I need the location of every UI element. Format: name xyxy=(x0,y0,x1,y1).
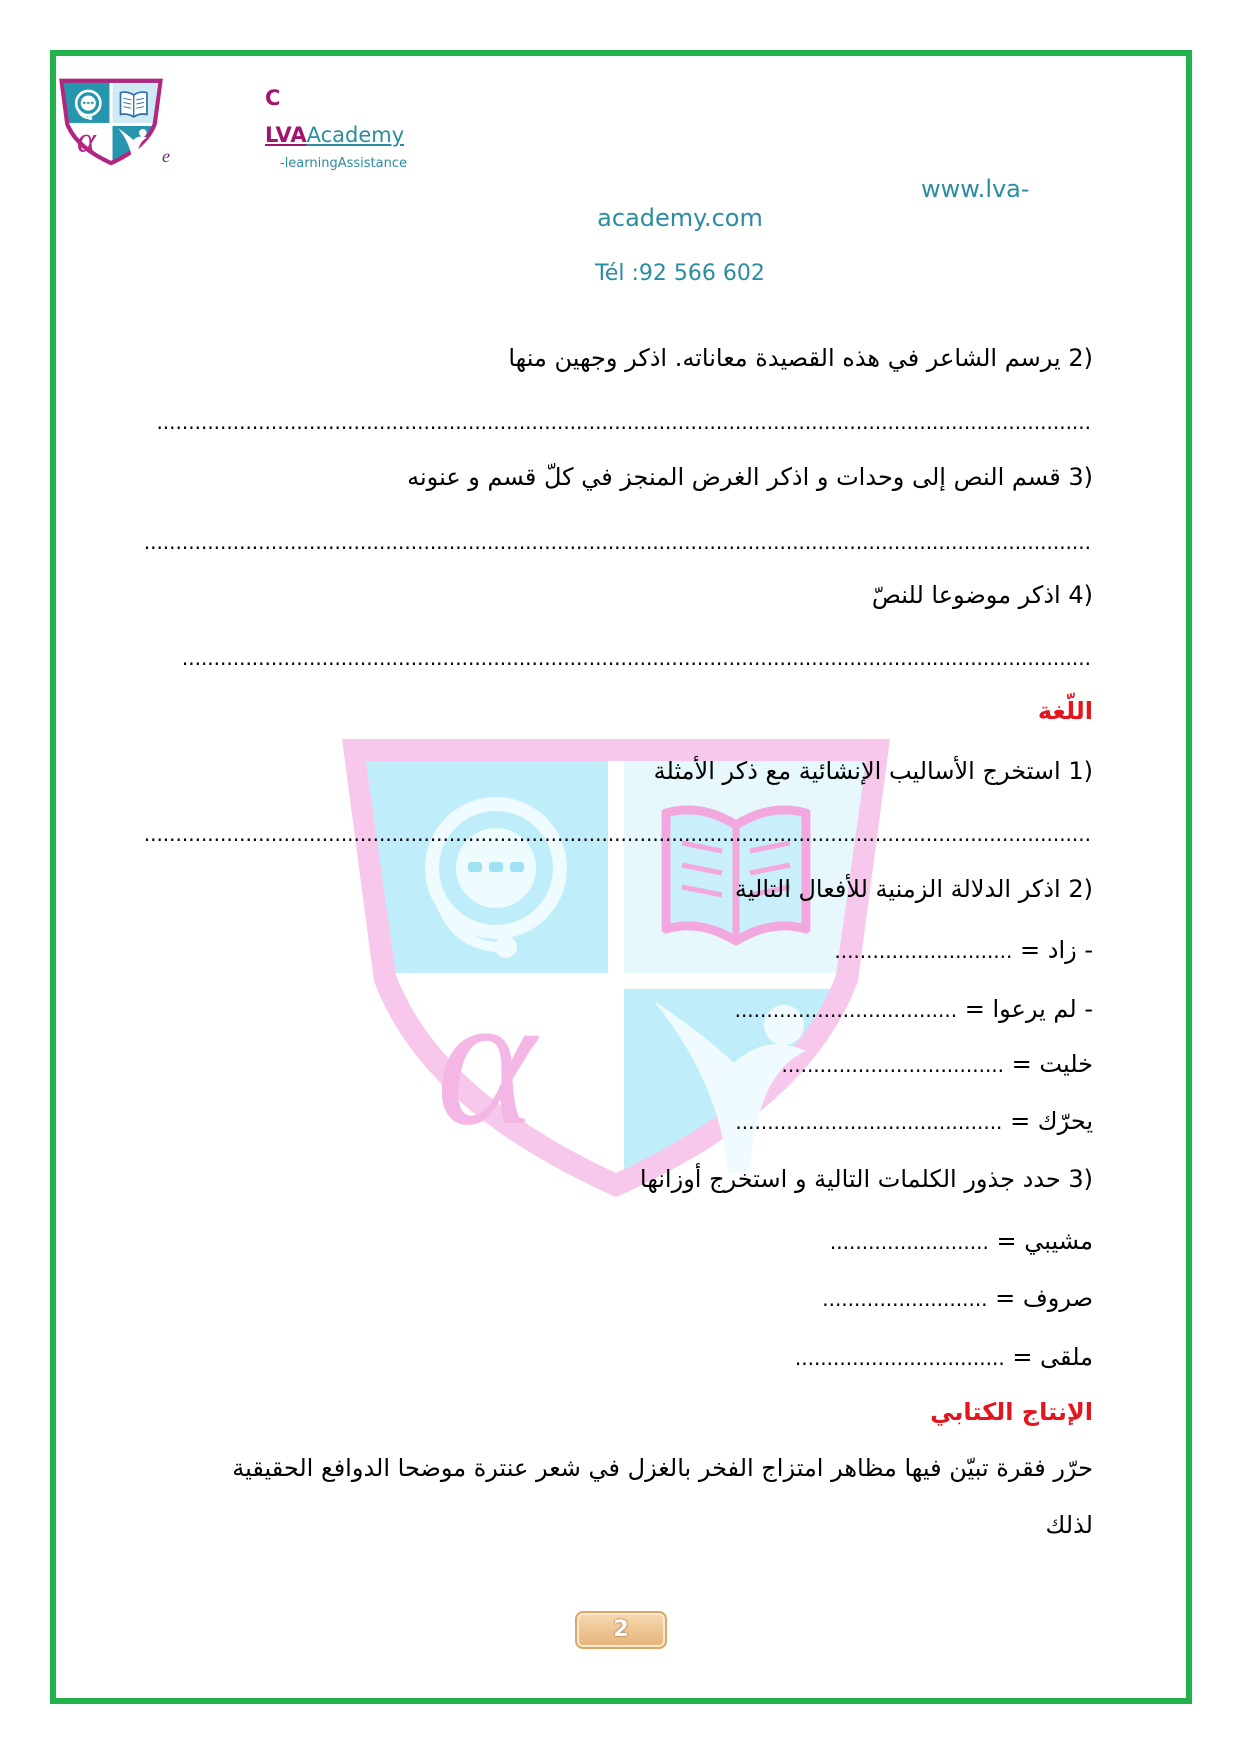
answer-line: ..................................................................................................................................................... xyxy=(143,822,1091,846)
answer-line: ................................................................................................................................................... xyxy=(156,410,1091,434)
verb-label: - زاد = xyxy=(1020,936,1093,964)
fill-blank: ................................. xyxy=(794,1346,1005,1370)
fill-blank: ................................... xyxy=(734,998,958,1022)
question-text: قسم النص إلى وحدات و اذكر الغرض المنجز في كلّ قسم و عنونه xyxy=(407,463,1061,491)
answer-line: ............................................................................................................................................... xyxy=(181,646,1091,670)
brand-top-letter: C xyxy=(265,86,281,110)
question-text: استخرج الأساليب الإنشائية مع ذكر الأمثلة xyxy=(653,757,1061,785)
verb-label: - لم يرعوا = xyxy=(964,995,1093,1023)
brand-academy: Academy xyxy=(306,123,405,147)
word-label: صروف = xyxy=(995,1284,1093,1312)
question-number: 2) xyxy=(1068,875,1093,903)
question-number: 1) xyxy=(1068,757,1093,785)
question-number: 3) xyxy=(1068,463,1093,491)
phone-number: Tél :92 566 602 xyxy=(595,261,765,286)
question-text: اذكر الدلالة الزمنية للأفعال التالية xyxy=(734,875,1061,903)
page-border xyxy=(50,50,1192,1704)
question-text: يرسم الشاعر في هذه القصيدة معاناته. اذكر وجهين منها xyxy=(508,344,1061,372)
fill-blank: ................................... xyxy=(781,1053,1005,1077)
verb-label: يحرّك = xyxy=(1010,1107,1093,1135)
website-line-1: www.lva- xyxy=(921,175,1030,203)
question-number: 4) xyxy=(1068,581,1093,609)
answer-line: ..................................................................................................................................................... xyxy=(143,530,1091,554)
fill-blank: .......................................... xyxy=(735,1110,1003,1134)
question-number: 2) xyxy=(1068,344,1093,372)
page-number: 2 xyxy=(613,1617,629,1642)
word-label: مشيبي = xyxy=(996,1227,1093,1255)
brand-tagline: -learningAssistance xyxy=(280,156,407,171)
question-text: اذكر موضوعا للنصّ xyxy=(871,581,1061,609)
question-text: حدد جذور الكلمات التالية و استخرج أوزانها xyxy=(639,1165,1061,1193)
website-line-2: academy.com xyxy=(597,204,763,232)
logo-side-letter: e xyxy=(162,146,170,166)
question-number: 3) xyxy=(1068,1165,1093,1193)
writing-prompt-line-2: لذلك xyxy=(1045,1511,1093,1539)
fill-blank: .......................... xyxy=(822,1287,988,1311)
verb-label: خليت = xyxy=(1011,1050,1093,1078)
word-label: ملقى = xyxy=(1012,1343,1093,1371)
brand-lva: LVA xyxy=(265,123,307,147)
section-title-writing: الإنتاج الكتابي xyxy=(930,1398,1093,1426)
fill-blank: ......................... xyxy=(829,1230,989,1254)
section-title-language: اللّغة xyxy=(1037,697,1093,725)
writing-prompt-line-1: حرّر فقرة تبيّن فيها مظاهر امتزاج الفخر بالغزل في شعر عنترة موضحا الدوافع الحقيقية xyxy=(232,1454,1093,1482)
fill-blank: ............................ xyxy=(834,939,1013,963)
